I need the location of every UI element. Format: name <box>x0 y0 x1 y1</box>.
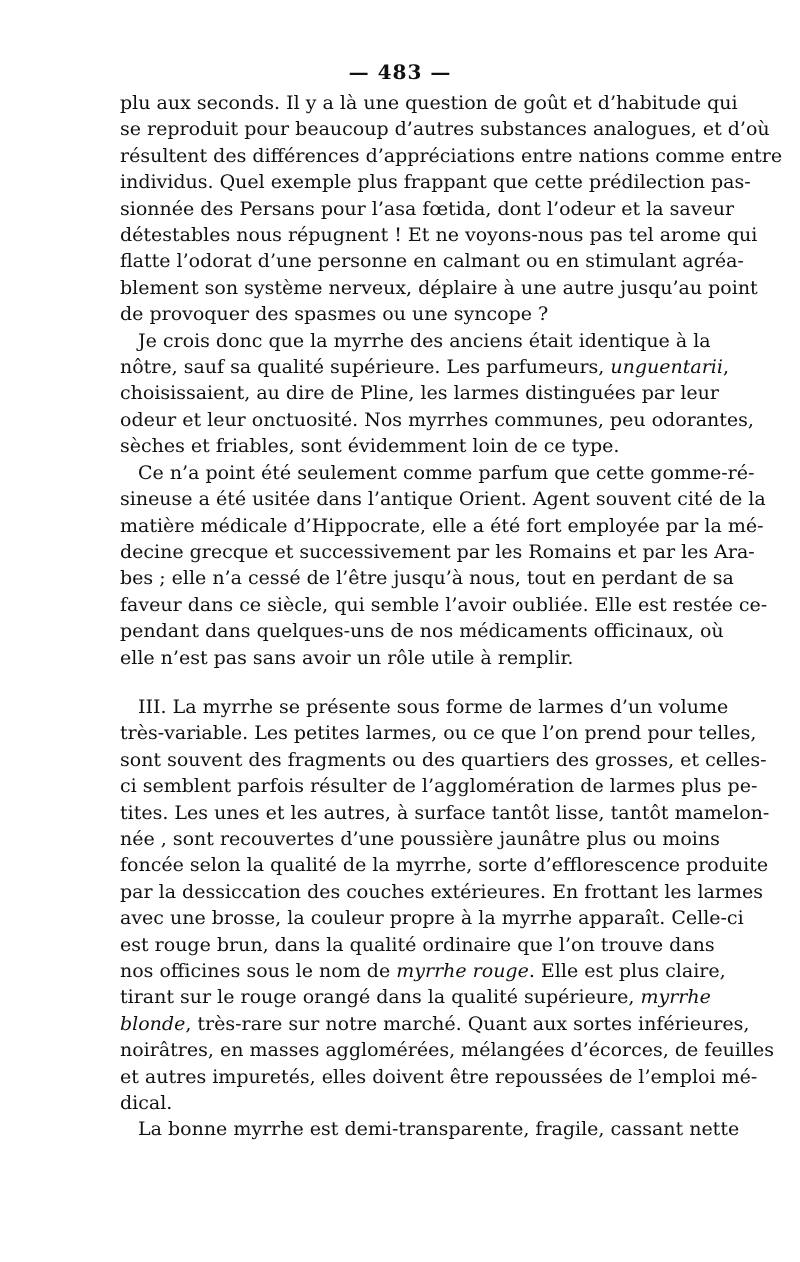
text-line: nos officines sous le nom de myrrhe rouge. Elle est plus claire, <box>120 960 726 982</box>
text-line: est rouge brun, dans la qualité ordinaire que l’on trouve dans <box>120 933 715 956</box>
text-line: blonde, très-rare sur notre marché. Quant aux sortes inférieures, <box>120 1012 750 1035</box>
page-number: — 483 — <box>348 60 452 84</box>
text-line: odeur et leur onctuosité. Nos myrrhes communes, peu odorantes, <box>120 408 754 431</box>
text-line: individus. Quel exemple plus frappant que cette prédilection pas- <box>120 171 751 194</box>
text-line: avec une brosse, la couleur propre à la myrrhe apparaît. Celle-ci <box>120 907 744 930</box>
text-line: Ce n’a point été seulement comme parfum que cette gomme-ré- <box>138 461 755 484</box>
text-line: Je crois donc que la myrrhe des anciens était identique à la <box>138 329 711 352</box>
text-line: faveur dans ce siècle, qui semble l’avoir oubliée. Elle est restée ce- <box>120 593 768 616</box>
section-gap <box>120 671 682 694</box>
italic-term: myrrhe rouge <box>396 960 529 982</box>
text-line: sineuse a été usitée dans l’antique Orient. Agent souvent cité de la <box>120 488 766 511</box>
text-line: bes ; elle n’a cessé de l’être jusqu’à nous, tout en perdant de sa <box>120 567 734 590</box>
text-line: très-variable. Les petites larmes, ou ce que l’on prend pour telles, <box>120 722 757 745</box>
text-line: noirâtres, en masses agglomérées, mélangées d’écorces, de feuilles <box>120 1039 775 1062</box>
text-line: flatte l’odorat d’une personne en calmant ou en stimulant agréa- <box>120 250 744 273</box>
paragraph-4 <box>120 694 775 1117</box>
text-line: nôtre, sauf sa qualité supérieure. Les parfumeurs, unguentarii, <box>120 356 729 379</box>
text-line: née , sont recouvertes d’une poussière jaunâtre plus ou moins <box>120 827 720 850</box>
text-line: résultent des différences d’appréciations entre nations comme entre <box>120 144 783 167</box>
paragraph-2 <box>120 328 754 460</box>
text-line: ci semblent parfois résulter de l’agglomération de larmes plus pe- <box>120 775 758 798</box>
text-line: sèches et friables, sont évidemment loin de ce type. <box>120 435 620 458</box>
text-line: pendant dans quelques-uns de nos médicaments officinaux, où <box>120 620 724 643</box>
italic-term: myrrhe <box>640 986 711 1009</box>
text-line: III. La myrrhe se présente sous forme de larmes d’un volume <box>138 695 729 718</box>
text-line: par la dessiccation des couches extérieures. En frottant les larmes <box>120 880 763 903</box>
text-line: choisissaient, au dire de Pline, les larmes distinguées par leur <box>120 382 719 405</box>
text-line: matière médicale d’Hippocrate, elle a été fort employée par la mé- <box>120 514 764 537</box>
italic-term: unguentarii <box>610 356 723 379</box>
text-line: tirant sur le rouge orangé dans la qualité supérieure, myrrhe <box>120 986 711 1009</box>
text-line: blement son système nerveux, déplaire à une autre jusqu’au point <box>120 276 758 299</box>
paragraph-5 <box>120 1116 740 1142</box>
text-line: détestables nous répugnent ! Et ne voyons-nous pas tel arome qui <box>120 224 758 247</box>
text-line: elle n’est pas sans avoir un rôle utile à remplir. <box>120 646 574 669</box>
text-line: et autres impuretés, elles doivent être repoussées de l’emploi mé- <box>120 1065 758 1088</box>
text-line: dical. <box>120 1092 173 1115</box>
text-line: de provoquer des spasmes ou une syncope ? <box>120 303 549 326</box>
italic-term: blonde <box>120 1012 186 1035</box>
text-line: sont souvent des fragments ou des quartiers des grosses, et celles- <box>120 748 767 771</box>
text-line: foncée selon la qualité de la myrrhe, sorte d’efflorescence produite <box>120 854 769 877</box>
text-line: La bonne myrrhe est demi-transparente, fragile, cassant nette <box>138 1118 740 1141</box>
text-line: se reproduit pour beaucoup d’autres substances analogues, et d’où <box>120 118 770 141</box>
text-line: plu aux seconds. Il y a là une question de goût et d’habitude qui <box>120 92 738 114</box>
paragraph-1 <box>120 90 783 328</box>
page-text <box>120 90 783 1143</box>
text-line: tites. Les unes et les autres, à surface tantôt lisse, tantôt mamelon- <box>120 801 770 824</box>
paragraph-3 <box>120 460 768 671</box>
text-line: decine grecque et successivement par les Romains et par les Ara- <box>120 540 755 563</box>
text-line: sionnée des Persans pour l’asa fœtida, dont l’odeur et la saveur <box>120 197 735 220</box>
